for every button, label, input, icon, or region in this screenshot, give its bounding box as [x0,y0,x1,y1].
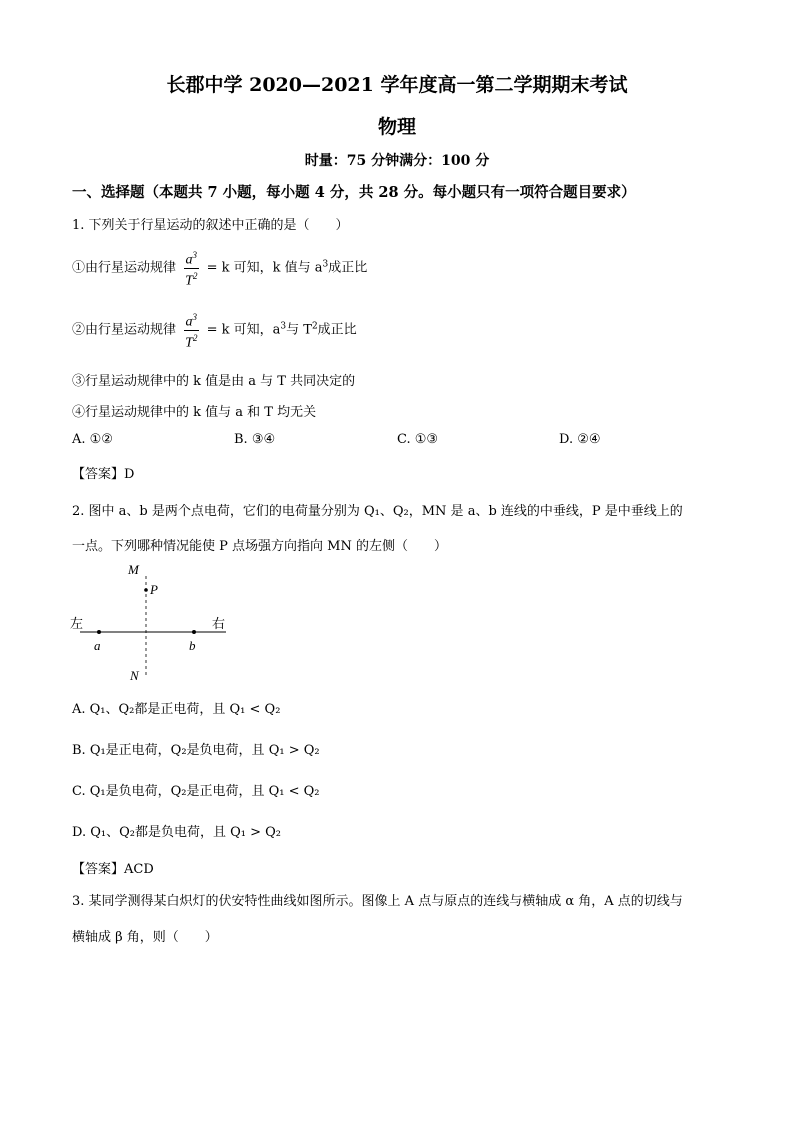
point-a [97,630,101,634]
frac-num: a [185,252,193,268]
q1-statement-4: ④行星运动规律中的 k 值与 a 和 T 均无关 [72,405,317,420]
section-title: 一、选择题（本题共 7 小题，每小题 4 分，共 28 分。每小题只有一项符合题目要求） [72,184,636,201]
frac-den: T [185,273,193,289]
q1-s2-exp-a: 3 [280,321,287,332]
answer-label: 【答案】 [72,862,125,877]
q2-charge-diagram [66,560,246,690]
q1-s2-post: = k 可知，a [206,322,281,338]
label-right: 右 [212,617,226,632]
q2-answer [72,858,154,877]
q1-s2-pre: ②由行星运动规律 [72,322,177,338]
label-left: 左 [70,617,84,632]
q1-s1-tail: 成正比 [328,260,368,276]
q1-s2-tail: 成正比 [317,322,357,338]
q1-statement-1 [72,248,367,288]
q1-s1-post: = k 可知，k 值与 a [206,260,323,276]
q1-statement-2 [72,310,357,350]
point-b [192,630,196,634]
q1-s2-mid: 与 T [286,322,312,338]
point-p [144,588,148,592]
q1-option-d: D. ②④ [559,432,601,447]
frac-num-exp: 3 [192,250,198,260]
q1-answer [72,463,134,482]
frac-num: a [185,314,193,330]
answer-label: 【答案】 [72,467,125,482]
q1-s1-exp: 3 [322,259,329,270]
frac-den: T [185,335,193,351]
frac-den-exp: 2 [192,332,198,343]
q2-option-c: C. Q₁是负电荷，Q₂是正电荷，且 Q₁ < Q₂ [72,784,320,799]
label-b: b [189,638,196,653]
q2-stem-line1: 2. 图中 a、b 是两个点电荷，它们的电荷量分别为 Q₁、Q₂，MN 是 a、b 连线的中垂线，P 是中垂线上的 [72,504,683,519]
q2-stem-line2: 一点。下列哪种情况能使 P 点场强方向指向 MN 的左侧（ ） [72,539,447,554]
answer-value: D [124,467,135,482]
answer-value: ACD [124,862,154,877]
q2-option-a: A. Q₁、Q₂都是正电荷，且 Q₁ < Q₂ [72,702,281,717]
q2-option-b: B. Q₁是正电荷，Q₂是负电荷，且 Q₁ > Q₂ [72,743,320,758]
label-m: M [128,562,139,577]
q1-option-c: C. ①③ [397,432,439,447]
q1-statement-3: ③行星运动规律中的 k 值是由 a 与 T 共同决定的 [72,374,356,389]
label-a: a [94,638,101,653]
q1-s2-exp-t: 2 [311,321,318,332]
q1-s1-fraction [183,248,199,288]
q2-option-d: D. Q₁、Q₂都是负电荷，且 Q₁ > Q₂ [72,825,281,840]
q1-s1-pre: ①由行星运动规律 [72,260,177,276]
q3-stem-line2: 横轴成 β 角，则（ ） [72,930,218,945]
q3-stem-line1: 3. 某同学测得某白炽灯的伏安特性曲线如图所示。图像上 A 点与原点的连线与横轴成 α 角，A 点的切线与 [72,894,683,909]
q1-s2-fraction [183,310,199,350]
exam-subject: 物理 [377,116,416,138]
label-p: P [150,582,158,597]
q1-option-a: A. ①② [72,432,113,447]
q1-stem: 1. 下列关于行星运动的叙述中正确的是（ ） [72,218,349,233]
frac-num-exp: 3 [192,312,198,322]
exam-time-info: 时量：75 分钟满分：100 分 [304,153,490,169]
frac-den-exp: 2 [192,270,198,281]
exam-title: 长郡中学 2020—2021 学年度高一第二学期期末考试 [166,74,628,96]
q1-option-b: B. ③④ [234,432,276,447]
label-n: N [130,668,139,683]
